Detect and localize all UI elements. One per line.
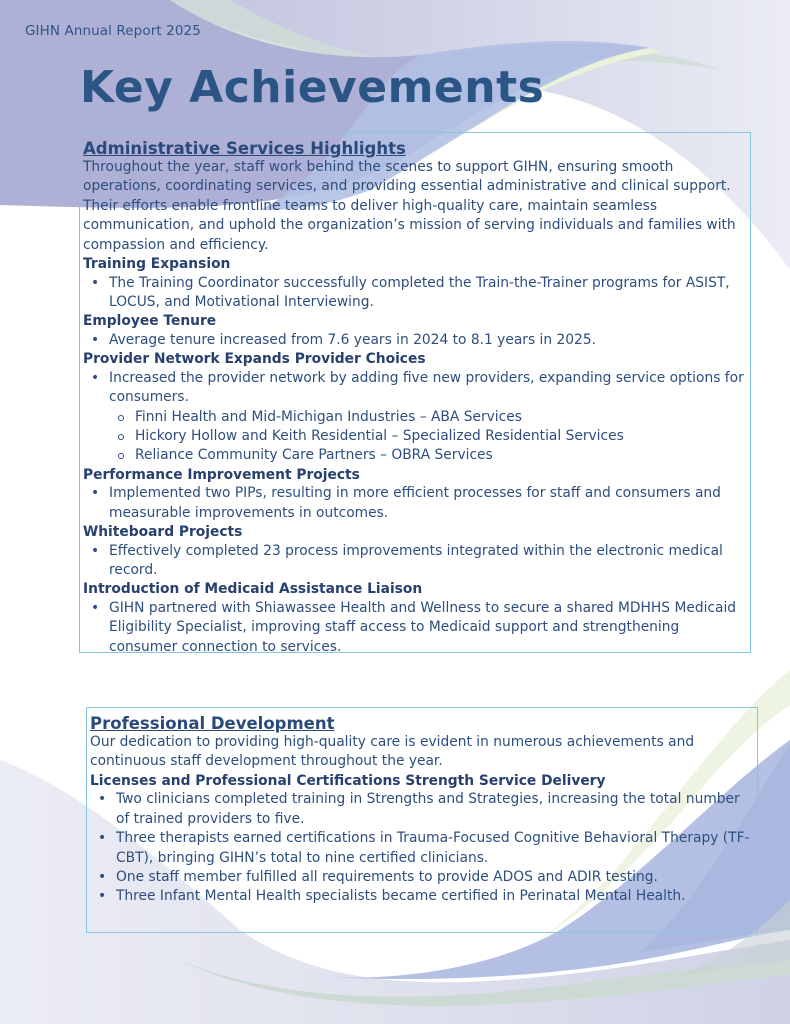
training-expansion-list <box>83 274 747 313</box>
list-item: • Three therapists earned certifications in Trauma-Focused Cognitive Behavioral Therapy (TF-CBT), bringing GIHN’s total to nine certified clinicians. <box>116 829 754 868</box>
licenses-list <box>90 790 754 906</box>
admin-services-panel <box>79 132 751 653</box>
provider-network-heading: Provider Network Expands Provider Choices <box>83 351 426 368</box>
professional-intro: Our dedication to providing high-quality care is evident in numerous achievements and continuous staff development throughout the year. <box>90 734 695 770</box>
sub-list-item: Reliance Community Care Partners – OBRA Services <box>135 446 747 465</box>
training-expansion-heading: Training Expansion <box>83 256 231 273</box>
medicaid-liaison-list <box>83 599 747 657</box>
admin-services-heading: Administrative Services Highlights <box>83 139 406 158</box>
performance-improvement-list <box>83 484 747 523</box>
list-item: • GIHN partnered with Shiawassee Health and Wellness to secure a shared MDHHS Medicaid Eligibility Specialist, improving staff access to Medicaid support and strengthening consumer connection to services. <box>109 599 747 657</box>
professional-development-panel <box>86 707 758 933</box>
report-label: GIHN Annual Report 2025 <box>25 23 201 39</box>
licenses-heading: Licenses and Professional Certifications Strength Service Delivery <box>90 772 606 789</box>
page-title: Key Achievements <box>80 62 545 113</box>
list-item: • Effectively completed 23 process improvements integrated within the electronic medical record. <box>109 542 747 581</box>
list-item: • Implemented two PIPs, resulting in more efficient processes for staff and consumers and measurable improvements in outcomes. <box>109 484 747 523</box>
medicaid-liaison-heading: Introduction of Medicaid Assistance Liaison <box>83 581 423 598</box>
provider-sublist <box>109 408 747 466</box>
list-item: • The Training Coordinator successfully completed the Train-the-Trainer programs for ASIST, LOCUS, and Motivational Interviewing. <box>109 274 747 313</box>
sub-list-item: Finni Health and Mid-Michigan Industries – ABA Services <box>135 408 747 427</box>
list-item <box>109 369 747 466</box>
list-item: • Three Infant Mental Health specialists became certified in Perinatal Mental Health. <box>116 887 754 906</box>
sub-list-item: Hickory Hollow and Keith Residential – Specialized Residential Services <box>135 427 747 446</box>
performance-improvement-heading: Performance Improvement Projects <box>83 466 360 483</box>
whiteboard-projects-list <box>83 542 747 581</box>
employee-tenure-list <box>83 331 747 350</box>
list-item: • One staff member fulfilled all requirements to provide ADOS and ADIR testing. <box>116 868 754 887</box>
whiteboard-projects-heading: Whiteboard Projects <box>83 524 243 541</box>
list-item: • Average tenure increased from 7.6 years in 2024 to 8.1 years in 2025. <box>109 331 747 350</box>
admin-intro: Throughout the year, staff work behind the scenes to support GIHN, ensuring smooth operations, coordinating services, and providing essential administrative and clinical support. Their efforts enable frontline teams to deliver high-quality care, maintain seamless communication, and uphold the organization’s mission of serving individuals and families with compassion and efficiency. <box>83 159 736 253</box>
professional-development-heading: Professional Development <box>90 714 335 733</box>
list-item-text: Increased the provider network by adding five new providers, expanding service options for consumers. <box>109 369 744 406</box>
list-item: • Two clinicians completed training in Strengths and Strategies, increasing the total number of trained providers to five. <box>116 790 754 829</box>
provider-network-list <box>83 369 747 466</box>
employee-tenure-heading: Employee Tenure <box>83 313 217 330</box>
